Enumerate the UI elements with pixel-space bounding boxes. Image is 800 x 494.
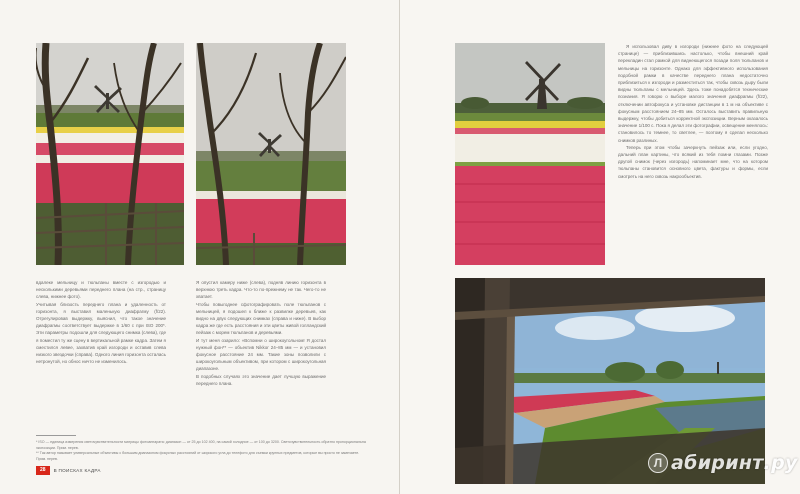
photo-windmill-trees-low [196,43,346,265]
watermark-text: абиринт.ру [671,452,798,474]
footnote-rule [36,435,76,436]
footnote: * ISO — единица измерения светочувствительности матрицы фотоаппарата: диапазон — от 25 до 102 400, на самой холодное — от 100 до 3200. Светочувствительность обратно пропорциональна экспозиции. Прим. перев. [36,440,366,450]
paragraph: И тут меня озарило: «Вспомни о широкоугольном! Я достал нужный фон** — объектив Nikkor 24–85 мм — и установил фокусное расстояние 24 мм. Такие зоны позволили с широкоугольным объективом, при котором с широкоугольная диапазоне. [196,337,326,372]
text-column-2 [196,279,326,387]
photo-windmill-trees-wide [36,43,184,265]
paragraph: Чтобы повыгоднее сфотографировать поле тюльпанов с мельницей, я подошел к ближе к развилке деревьев, как видно на двух следующих снимках (справа и ниже). В выбор кадра же где есть расстояния и эти цветы живой голландский пейзаж с морем тюльпанов и деревьями. [196,301,326,336]
text-column-right [618,43,768,180]
right-page [400,0,800,494]
paragraph: Теперь при этом чтобы зачеркнуть пейзаж или, если угодно, дальний план картины, что всякий из тебя помни глазами. Позже другой снимок (через изгородь) напоминает мне, что на котором тюльпаны становится основного цвета, фактуры и формы, если смотреть на него сквозь накрообъектив. [618,144,768,179]
page-folio [36,466,101,475]
paragraph: вдалеке мельницу и тюльпаны вместе с изгородью и несколькими деревьями переднего плана (на стр., страницу слева, нижнее фото). [36,280,166,300]
footnotes [36,440,366,462]
paragraph: Я опустил камеру ниже (слева), подняв линию горизонта в верхнюю треть кадра. Что-то по-прежнему не так. Чего-то не хватает. [196,280,326,300]
chapter-title: В ПОИСКАХ КАДРА [53,468,101,473]
paragraph: В подобных случаях это значение дает лучшую выражение переднего плана. [196,373,326,386]
text-column-1 [36,279,166,365]
paragraph: Я использовал диву в изгороди (нижнее фото на следующей странице) — приблизившись настолько, чтобы внешний край перекладин стал рамкой для виднеющегося позади поля тюльпанов и мельницы на горизонте. Однако для эффективного использования подобной рамки в качестве переднего плана недостаточно приблизиться к изгороди и разместиться так, чтобы сквозь дыру были видны тюльпаны с мельницей. Здесь тоже понадобятся технические познания. Я говорю о выборе малого значения диафрагмы (f/22), отключении автофокуса и установке дистанции в 1 м на объективе с фокусным расстоянием 24–85 мм. Осталось выставить правильную выдержку, чтобы добиться корректной экспозиции. Верным оказалось значение 1/100 с. Пока я делал эти фотографии, освещение менялось: становилось то темнее, то светлее, — поэтому я сделал несколько снимков разлиных. [618,44,768,143]
page-number: 28 [36,466,50,475]
labirint-logo-icon: Л [648,453,668,473]
paragraph: Учитывая близость переднего плана и удаленность от горизонта, я выставил маленькую диафрагму (f/22). Отрегулировав выдержку, выяснил, что такое значение диафрагмы соответствует выдержке в 1/60 с при ISO 200*. Эти параметры подошли для следующего снимка (слева), где я поместил ту же сцену в вертикальной рамке кадра. Затем я сместился левее, захватив край изгороди и оставив слева низкого звездочки (справа). Одного линия горизонта осталась нетронутой, но обнос ничто не изменилось. [36,301,166,365]
photo-windmill-tulip-field [455,43,605,265]
footnote: ** Так автор называет универсальные объективы с большим диапазоном фокусных расстояний от широкого угла до телефото для съемки крупных предметов, которые вы просто не замечаете. Прим. перев. [36,451,360,461]
labirint-watermark [648,452,798,474]
